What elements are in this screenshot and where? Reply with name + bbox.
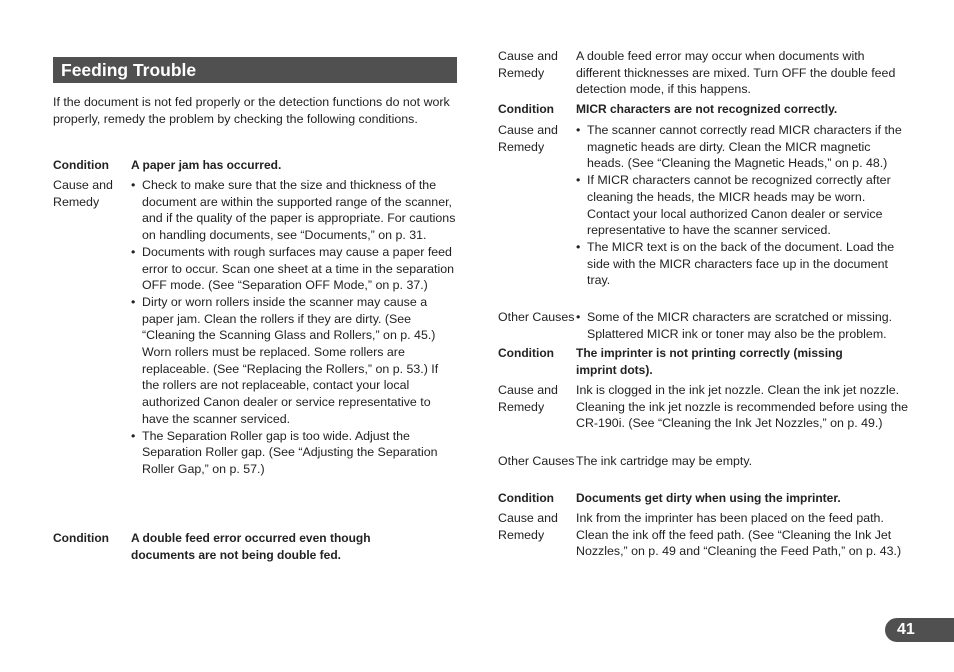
remedy-list bbox=[131, 177, 457, 478]
condition-text: MICR characters are not recognized correctly. bbox=[576, 102, 838, 116]
remedy-double-feed bbox=[498, 48, 908, 98]
condition-label: Condition bbox=[53, 531, 109, 545]
list-item: • Some of the MICR characters are scratched or missing. Splattered MICR ink or toner may also be the problem. bbox=[576, 310, 893, 341]
remedy-text: Ink from the imprinter has been placed on the feed path. Clean the ink off the feed path. (See “Cleaning the Ink Jet Nozzles,” on p. 49 and “Cleaning the Feed Path,” on p. 43.) bbox=[576, 511, 902, 559]
remedy-imprinter bbox=[498, 382, 908, 432]
condition-dirty bbox=[498, 490, 908, 507]
condition-label: Condition bbox=[498, 491, 554, 505]
intro-paragraph: If the document is not fed properly or the detection functions do not work properly, remedy the problem by checking the following conditions. bbox=[53, 95, 450, 126]
other-causes-label: Other Causes bbox=[498, 310, 575, 324]
condition-micr bbox=[498, 101, 908, 118]
condition-double-feed bbox=[53, 530, 457, 563]
cause-remedy-label: Cause and Remedy bbox=[498, 383, 558, 414]
other-causes-label: Other Causes bbox=[498, 454, 575, 468]
condition-imprinter bbox=[498, 345, 908, 378]
list-item: • The Separation Roller gap is too wide. Adjust the Separation Roller gap. (See “Adjusting the Separation Roller Gap,” on p. 57.) bbox=[131, 428, 438, 476]
cause-remedy-label: Cause and Remedy bbox=[498, 49, 558, 80]
remedy-paper-jam bbox=[53, 177, 457, 478]
condition-label: Condition bbox=[53, 158, 109, 172]
list-item: • Dirty or worn rollers inside the scanner may cause a paper jam. Clean the rollers if they are dirty. (See “Cleaning the Scanning Glass and Rollers,” on p. 45.) Worn rollers must be replaced. Some rollers are replaceable. (See “Replacing the Rollers,” on p. 53.) If the rollers are not replaceable, contact your local authorized Canon dealer or service representative to have the scanner serviced. bbox=[131, 294, 439, 426]
remedy-text: A double feed error may occur when documents with different thicknesses are mixed. Turn OFF the double feed detection mode, if this happens. bbox=[576, 49, 896, 97]
cause-remedy-label: Cause and Remedy bbox=[498, 123, 558, 154]
list-item: • The MICR text is on the back of the document. Load the side with the MICR characters face up in the document tray. bbox=[576, 239, 895, 288]
list-item: • Documents with rough surfaces may cause a paper feed error to occur. Scan one sheet at a time in the separation OFF mode. (See “Separation OFF Mode,” on p. 37.) bbox=[131, 244, 455, 293]
remedy-list bbox=[576, 122, 908, 289]
condition-text: A double feed error occurred even though documents are not being double fed. bbox=[131, 531, 371, 562]
cause-remedy-label: Cause and Remedy bbox=[498, 511, 558, 542]
cause-remedy-label: Cause and Remedy bbox=[53, 178, 113, 209]
condition-text: A paper jam has occurred. bbox=[131, 158, 282, 172]
remedy-text: Ink is clogged in the ink jet nozzle. Clean the ink jet nozzle. Cleaning the ink jet nozzle is recommended before using the CR-190i. (See “Cleaning the Ink Jet Nozzles,” on p. 49.) bbox=[576, 383, 908, 431]
section-title: Feeding Trouble bbox=[53, 57, 457, 83]
other-imprinter bbox=[498, 453, 908, 470]
list-item: • Check to make sure that the size and thickness of the document are within the supported range of the scanner, and if the quality of the paper is appropriate. For cautions on handling documents, see “Documents,” on p. 31. bbox=[131, 178, 456, 243]
condition-label: Condition bbox=[498, 102, 554, 116]
list-item: • The scanner cannot correctly read MICR characters if the magnetic heads are dirty. Clean the MICR magnetic heads. (See “Cleaning the Magnetic Heads,” on p. 48.) bbox=[576, 123, 902, 171]
condition-paper-jam bbox=[53, 157, 457, 174]
other-text: The ink cartridge may be empty. bbox=[576, 454, 753, 468]
condition-label: Condition bbox=[498, 346, 554, 360]
remedy-dirty bbox=[498, 510, 908, 560]
list-item: • If MICR characters cannot be recognized correctly after cleaning the heads, the MICR heads may be worn. Contact your local authorized Canon dealer or service representative to have the scanner serviced. bbox=[576, 173, 891, 238]
other-list bbox=[576, 309, 908, 342]
page-number: 41 bbox=[885, 618, 954, 642]
condition-text: The imprinter is not printing correctly (missing imprint dots). bbox=[576, 346, 843, 377]
other-micr bbox=[498, 309, 908, 342]
remedy-micr bbox=[498, 122, 908, 289]
condition-text: Documents get dirty when using the imprinter. bbox=[576, 491, 841, 505]
